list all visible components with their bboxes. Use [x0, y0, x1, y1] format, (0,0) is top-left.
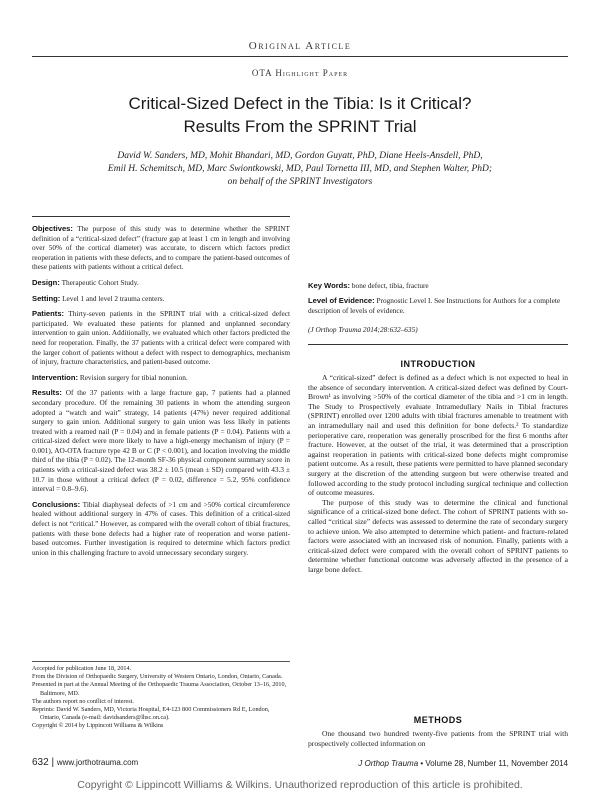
- authors-line-3: on behalf of the SPRINT Investigators: [227, 177, 373, 187]
- conclusions-text: Tibial diaphyseal defects of >1 cm and >50% cortical circumference healed without additional surgery in 47% of cases. This definition of a critical-sized defect is not “critical.” However, as compared with the overall cohort of tibial fractures, patients with these bone defects had a higher rate of reoperation and worse patient-based outcomes. Further investigation is required to determine which factors predict union in this challenging fracture to avoid unnecessary secondary surgery.: [32, 499, 290, 557]
- footnote-conflict: The authors report no conflict of interest.: [32, 697, 134, 705]
- footnote-affiliation: From the Division of Orthopaedic Surgery, University of Western Ontario, London, Ontario, Canada.: [32, 673, 283, 681]
- page-footer-right: [358, 759, 568, 768]
- level-label: Level of Evidence:: [308, 296, 375, 305]
- setting-text: Level 1 and level 2 trauma centers.: [62, 293, 165, 303]
- abstract-bottom-rule: [308, 344, 568, 345]
- section-label: Original Article: [248, 40, 352, 52]
- page-number: 632: [32, 757, 49, 768]
- footnote-accepted: Accepted for publication June 18, 2014.: [32, 665, 132, 672]
- title-line-1: Critical-Sized Defect in the Tibia: Is it Critical?: [128, 94, 472, 113]
- journal-name: J Orthop Trauma: [358, 759, 419, 768]
- keywords: [308, 281, 568, 291]
- authors-line-2: Emil H. Schemitsch, MD, Marc Swiontkowski, MD, Paul Tornetta III, MD, and Stephen Walter, PhD;: [107, 164, 493, 174]
- methods-paragraph-1: One thousand two hundred twenty-five patients from the SPRINT trial with prospectively collected information on: [308, 729, 568, 748]
- methods-body: [308, 729, 568, 748]
- intervention-label: Intervention:: [32, 372, 78, 382]
- abstract-setting: [32, 294, 290, 304]
- author-list: [40, 150, 560, 189]
- design-label: Design:: [32, 277, 60, 287]
- abstract-design: [32, 278, 290, 288]
- abstract-top-rule: [32, 216, 290, 217]
- objectives-text: The purpose of this study was to determine whether the SPRINT definition of a “critical-sized defect” (fracture gap at least 1 cm in length and involving over 50% of the cortical diameter) was accurate, to discern which factors predict reoperation in patients with these defects, and to compare the patient-based outcomes of these patients with patients without a critical defect.: [32, 224, 290, 272]
- journal-url[interactable]: www.jorthotrauma.com: [56, 758, 139, 767]
- design-text: Therapeutic Cohort Study.: [61, 277, 139, 287]
- patients-text: Thirty-seven patients in the SPRINT trial with a critical-sized defect participated. We evaluated these patients for planned and unplanned secondary intervention to gain union. Additionally, we evaluated which other factors predicted the need for reoperation. Finally, the 37 patients with a critical defect were compared with the larger cohort of patients without a defect with respect to demographics, mechanism of injury, fracture characteristics, and patient-based outcome.: [32, 309, 290, 367]
- title-line-2: Results From the SPRINT Trial: [183, 117, 417, 136]
- objectives-label: Objectives:: [32, 224, 73, 233]
- abstract-intervention: [32, 373, 290, 383]
- intervention-text: Revision surgery for tibial nonunion.: [79, 372, 188, 382]
- introduction-body: [308, 373, 568, 574]
- keywords-label: Key Words:: [308, 281, 351, 290]
- patients-label: Patients:: [32, 309, 65, 319]
- footnotes: [32, 665, 290, 731]
- page-footer-left: [32, 757, 138, 768]
- footnote-presented: Presented in part at the Annual Meeting of the Orthopaedic Trauma Association, October 13–16, 2010, Baltimore, MD.: [32, 681, 287, 697]
- sub-label: OTA Highlight Paper: [251, 68, 349, 78]
- introduction-heading: INTRODUCTION: [400, 359, 476, 369]
- abstract-conclusions: [32, 500, 290, 558]
- header-rule: [32, 56, 568, 57]
- journal-issue: • Volume 28, Number 11, November 2014: [420, 759, 568, 768]
- footnote-rule: [32, 661, 290, 662]
- results-text: Of the 37 patients with a large fracture gap, 7 patients had a planned secondary procedure. Of the remaining 30 patients in whom the attending surgeon adopted a “watch and wait” strategy, 14 patients (47%) never required additional surgery to gain union. Additional surgery to gain union was less likely in patients treated with a reamed nail (P = 0.04) and in female patients (P = 0.04). Patients with a critical-sized defect were more likely to have a high-energy mechanism of injury (P = 0.001), AO-OTA fracture type 42 B or C (P < 0.001), and location involving the middle third of the tibia (P = 0.02). The 12-month SF-36 physical component summary score in patients with a critical-sized defect was 38.2 ± 10.5 (mean ± SD) compared with 43.3 ± 10.7 in those without a critical defect (P = 0.02, difference = 5.2, 95% confidence interval = 0.8–9.6).: [32, 388, 290, 494]
- article-title: [0, 92, 600, 138]
- footnote-reprints: Reprints: David W. Sanders, MD, Victoria Hospital, E4-123 800 Commissioners Rd E, London, Ontario, Canada (e-mail: davidsanders@lhsc.on.ca).: [32, 706, 270, 722]
- results-label: Results:: [32, 388, 62, 398]
- citation: (J Orthop Trauma 2014;28:632–635): [308, 325, 418, 334]
- abstract-left-column: [32, 224, 290, 563]
- conclusions-label: Conclusions:: [32, 499, 81, 509]
- introduction-paragraph-2: The purpose of this study was to determine the clinical and functional significance of a critical-sized bone defect. The cohort of SPRINT patients with so-called “critical size” defects was assessed to determine the rate of secondary surgery to achieve union. We also attempted to determine which patient- and fracture-related factors were associated with an increased risk of nonunion. Finally, patients with a critical-sized defect were compared with the overall cohort of SPRINT patients to determine whether functional outcome was adversely affected in the presence of a large bone defect.: [308, 497, 568, 574]
- level-text: Prognostic Level I. See Instructions for Authors for a complete description of levels of evidence.: [308, 296, 561, 315]
- abstract-results: [32, 388, 290, 494]
- footer-separator: |: [51, 757, 55, 768]
- abstract-patients: [32, 309, 290, 367]
- copyright-notice: Copyright © Lippincott Williams & Wilkins. Unauthorized reproduction of this article is prohibited.: [77, 779, 523, 791]
- authors-line-1: David W. Sanders, MD, Mohit Bhandari, MD, Gordon Guyatt, PhD, Diane Heels-Ansdell, PhD,: [117, 151, 483, 161]
- abstract-objectives: [32, 224, 290, 272]
- introduction-paragraph-1: A “critical-sized” defect is defined as a defect which is not expected to heal in the absence of secondary intervention. A critical-sized defect was defined by Court-Brown¹ as involving >50% of the cortical diameter of the tibia and >1 cm in length. The Study to Prospectively evaluate Intramedullary Nails in Tibial fractures (SPRINT) enrolled over 1200 adults with tibial fractures amenable to treatment with an intramedullary nail and used this definition for bone defects.² To standardize perioperative care, reoperation was generally proscribed for the first 6 months after fracture. However, at the outset of the trial, it was determined that a proscription against reoperation in patients with critical-sized bone defects might compromise patient outcome. As a result, these patients were permitted to have planned secondary surgery at the discretion of the attending surgeon but were otherwise treated and followed according to the study protocol including surgical technique and collection of outcome measures.: [308, 373, 568, 498]
- keywords-text: bone defect, tibia, fracture: [351, 281, 429, 290]
- methods-heading: METHODS: [413, 715, 463, 725]
- footnote-copyright: Copyright © 2014 by Lippincott Williams & Wilkins: [32, 722, 164, 730]
- level-of-evidence: [308, 296, 568, 315]
- setting-label: Setting:: [32, 293, 61, 303]
